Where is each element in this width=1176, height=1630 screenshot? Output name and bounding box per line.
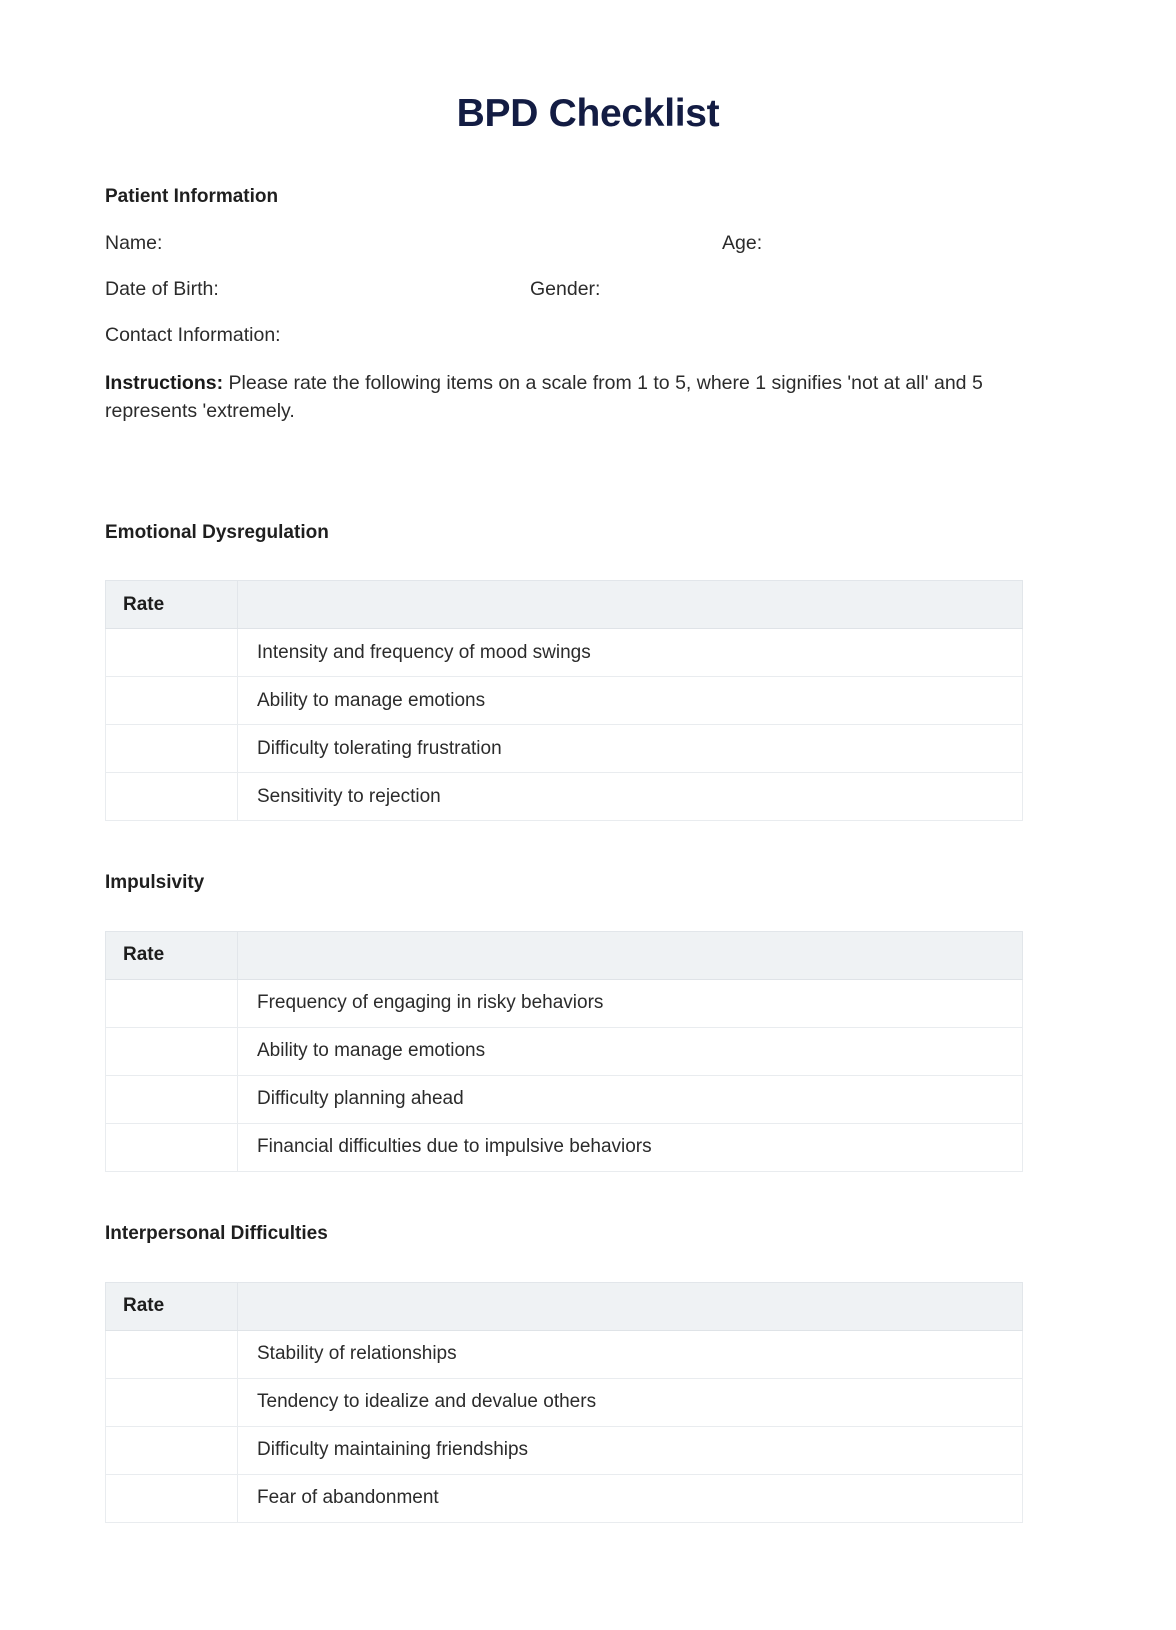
item-cell: Sensitivity to rejection <box>238 773 1023 821</box>
table-row[interactable] <box>106 725 1023 773</box>
section-heading-0: Emotional Dysregulation <box>105 521 329 543</box>
table-row[interactable] <box>106 677 1023 725</box>
rate-cell[interactable] <box>106 1123 238 1171</box>
table-row[interactable] <box>106 1330 1023 1378</box>
patient-information-heading: Patient Information <box>105 185 279 207</box>
item-cell: Frequency of engaging in risky behaviors <box>238 979 1023 1027</box>
rate-cell[interactable] <box>106 677 238 725</box>
table-row[interactable] <box>106 1474 1023 1522</box>
age-label: Age: <box>722 231 763 254</box>
rate-cell[interactable] <box>106 773 238 821</box>
patient-dob-row <box>105 276 1071 302</box>
page-title: BPD Checklist <box>456 92 720 135</box>
name-label: Name: <box>105 231 163 254</box>
patient-name-row <box>105 230 1071 256</box>
item-cell: Financial difficulties due to impulsive behaviors <box>238 1123 1023 1171</box>
contact-information-label: Contact Information: <box>105 323 281 346</box>
table-row[interactable] <box>106 1426 1023 1474</box>
item-cell: Intensity and frequency of mood swings <box>238 629 1023 677</box>
table-row[interactable] <box>106 1075 1023 1123</box>
table-header-row <box>106 931 1023 979</box>
instructions-label: Instructions: <box>105 371 224 394</box>
rate-table-1 <box>105 931 1023 1172</box>
table-row[interactable] <box>106 1378 1023 1426</box>
item-cell: Stability of relationships <box>238 1330 1023 1378</box>
section-impulsivity <box>105 821 1071 1172</box>
rate-cell[interactable] <box>106 1378 238 1426</box>
column-header-rate: Rate <box>106 1282 238 1330</box>
table-row[interactable] <box>106 1123 1023 1171</box>
table-row[interactable] <box>106 773 1023 821</box>
item-cell: Difficulty maintaining friendships <box>238 1426 1023 1474</box>
table-row[interactable] <box>106 629 1023 677</box>
rate-cell[interactable] <box>106 1330 238 1378</box>
rate-cell[interactable] <box>106 1075 238 1123</box>
section-heading-1: Impulsivity <box>105 872 205 894</box>
date-of-birth-label: Date of Birth: <box>105 277 219 300</box>
item-cell: Tendency to idealize and devalue others <box>238 1378 1023 1426</box>
item-cell: Difficulty planning ahead <box>238 1075 1023 1123</box>
table-row[interactable] <box>106 979 1023 1027</box>
item-cell: Difficulty tolerating frustration <box>238 725 1023 773</box>
section-emotional-dysregulation <box>105 445 1071 822</box>
column-header-item <box>238 1282 1023 1330</box>
rate-cell[interactable] <box>106 1027 238 1075</box>
patient-contact-row <box>105 322 1071 348</box>
item-cell: Ability to manage emotions <box>238 1027 1023 1075</box>
table-row[interactable] <box>106 1027 1023 1075</box>
item-cell: Ability to manage emotions <box>238 677 1023 725</box>
rate-cell[interactable] <box>106 725 238 773</box>
instructions-text: Please rate the following items on a scale from 1 to 5, where 1 signifies 'not at all' and 5 represents 'extremely. <box>105 371 983 422</box>
rate-table-2 <box>105 1282 1023 1523</box>
section-interpersonal-difficulties <box>105 1172 1071 1523</box>
rate-cell[interactable] <box>106 1426 238 1474</box>
table-header-row <box>106 581 1023 629</box>
item-cell: Fear of abandonment <box>238 1474 1023 1522</box>
section-heading-2: Interpersonal Difficulties <box>105 1222 328 1244</box>
rate-cell[interactable] <box>106 629 238 677</box>
rate-table-0 <box>105 580 1023 821</box>
column-header-item <box>238 931 1023 979</box>
gender-label: Gender: <box>530 277 601 300</box>
column-header-rate: Rate <box>106 931 238 979</box>
table-header-row <box>106 1282 1023 1330</box>
rate-cell[interactable] <box>106 1474 238 1522</box>
column-header-rate: Rate <box>106 581 238 629</box>
instructions-paragraph <box>105 369 1010 426</box>
rate-cell[interactable] <box>106 979 238 1027</box>
column-header-item <box>238 581 1023 629</box>
